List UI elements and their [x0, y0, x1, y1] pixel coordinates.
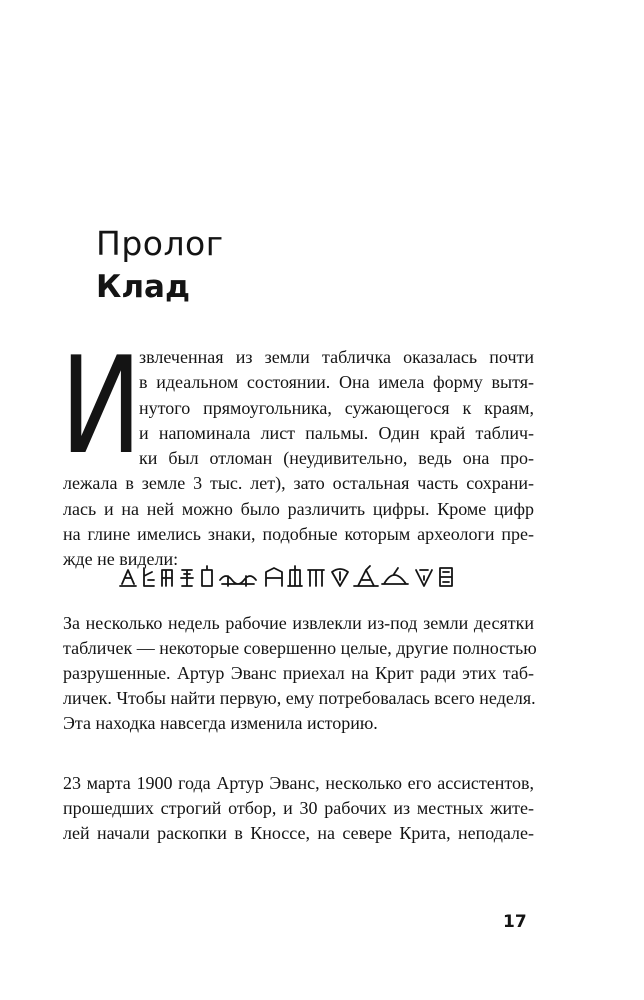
- chapter-label: Пролог: [96, 224, 224, 263]
- text-line: и напоминала лист пальмы. Один край таблич-: [139, 423, 534, 443]
- text-line: табличек — некоторые совершенно целые, другие полностью: [63, 638, 537, 658]
- text-line: 23 марта 1900 года Артур Эванс, несколько его ассистентов,: [63, 773, 534, 793]
- text-line: жде не видели:: [63, 549, 179, 569]
- linear-a-signs-svg: [118, 562, 458, 592]
- text-line: на глине имелись знаки, подобные которым археологи пре-: [63, 524, 534, 544]
- text-line: разрушенные. Артур Эванс приехал на Крит ради этих таб-: [63, 663, 534, 683]
- text-line: За несколько недель рабочие извлекли из-под земли десятки: [63, 613, 534, 633]
- chapter-heading: [96, 222, 224, 308]
- text-line: лежала в земле 3 тыс. лет), зато остальная часть сохрани-: [63, 473, 534, 493]
- linear-a-signs-image: [118, 562, 458, 592]
- chapter-title: Клад: [96, 269, 190, 305]
- drop-cap: И: [60, 328, 143, 484]
- text-line: лась и на ней можно было различить цифры. Кроме цифр: [63, 499, 534, 519]
- page-number: 17: [503, 912, 527, 932]
- text-line: Эта находка навсегда изменила историю.: [63, 713, 378, 733]
- text-line: нутого прямоугольника, сужающегося к краям,: [139, 398, 534, 418]
- text-line: в идеальном состоянии. Она имела форму вытя-: [139, 372, 534, 392]
- text-line: лей начали раскопки в Кноссе, на севере Крита, неподале-: [63, 823, 534, 843]
- text-line: ки был отломан (неудивительно, ведь она про-: [139, 448, 534, 468]
- text-line: прошедших строгий отбор, и 30 рабочих из местных жите-: [63, 798, 534, 818]
- text-line: звлеченная из земли табличка оказалась почти: [139, 347, 534, 367]
- text-line: личек. Чтобы найти первую, ему потребовалась всего неделя.: [63, 688, 536, 708]
